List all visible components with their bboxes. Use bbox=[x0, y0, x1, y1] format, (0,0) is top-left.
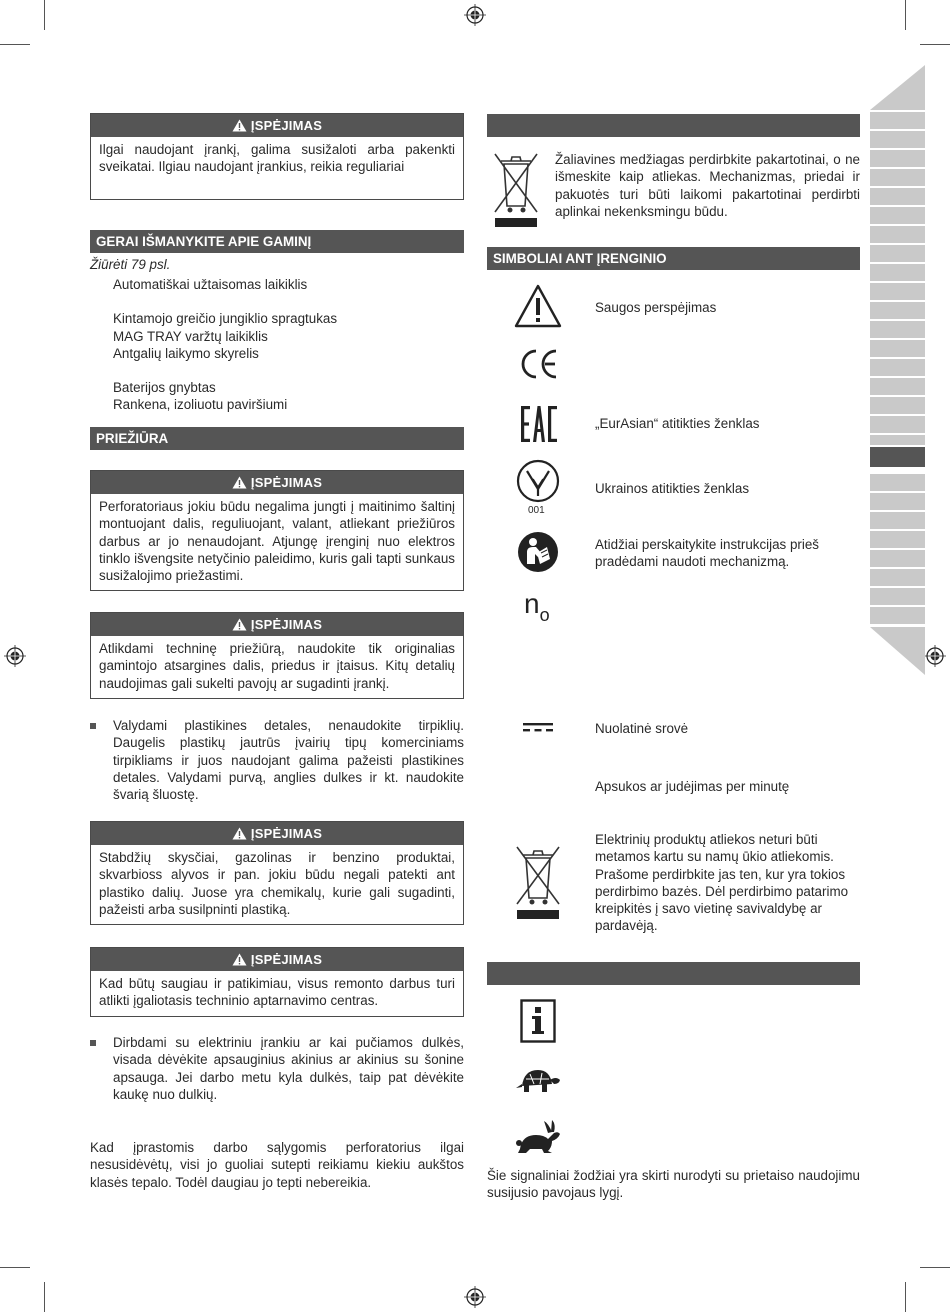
warning-triangle-icon bbox=[232, 119, 247, 132]
warning-header bbox=[91, 948, 463, 971]
warning-header bbox=[91, 613, 463, 636]
warning-header bbox=[91, 471, 463, 494]
section-header-symbols: SIMBOLIAI ANT ĮRENGINIO bbox=[487, 247, 860, 270]
warning-triangle-icon bbox=[232, 618, 247, 631]
warning-header bbox=[91, 114, 463, 137]
section-header-know-product: GERAI IŠMANYKITE APIE GAMINĮ bbox=[90, 230, 464, 253]
registration-mark-icon bbox=[464, 1286, 486, 1308]
crop-mark bbox=[905, 1282, 906, 1312]
crop-mark bbox=[905, 0, 906, 30]
bullet-item bbox=[90, 717, 464, 803]
signal-words-text: Šie signaliniai žodžiai yra skirti nurodyti su prietaiso naudojimu susijusio pavojaus lygį. bbox=[487, 1168, 860, 1201]
list-item: Baterijos gnybtas bbox=[113, 380, 216, 396]
rabbit-icon bbox=[514, 1119, 562, 1157]
crop-mark bbox=[44, 1282, 45, 1312]
read-manual-icon bbox=[517, 531, 559, 573]
eac-mark-icon bbox=[520, 405, 558, 443]
safety-alert-icon bbox=[514, 284, 562, 328]
language-tab-strip bbox=[870, 65, 925, 675]
list-item: MAG TRAY varžtų laikiklis bbox=[113, 328, 268, 344]
ce-mark-icon bbox=[518, 348, 560, 380]
symbol-description: Elektrinių produktų atliekos neturi būti metamos kartu su namų ūkio atliekomis. Prašome perdirbkite jas ten, kur yra tokios perdirbimo bazės. Dėl perdirbimo patarimo kreipkitės į savo vietinę savivaldybę ar pardavėją. bbox=[595, 832, 849, 934]
warning-header bbox=[91, 822, 463, 845]
warning-box bbox=[90, 612, 464, 699]
warning-text: Ilgai naudojant įrankį, galima susižaloti arba pakenkti sveikatai. Ilgiau naudojant įrankius, reikia reguliariai bbox=[99, 142, 455, 175]
product-feature-list bbox=[113, 276, 453, 414]
weee-bin-icon bbox=[512, 844, 564, 922]
warning-triangle-icon bbox=[232, 953, 247, 966]
crop-mark bbox=[920, 1267, 950, 1268]
symbol-description: Ukrainos atitikties ženklas bbox=[595, 481, 750, 496]
recycle-text: Žaliavines medžiagas perdirbkite pakartotinai, o ne išmeskite kaip atliekas. Mechanizmas, priedai ir pakuotės turi būti laikomi pakartotinai perdirbti aplinkai nekenksmingu būdu. bbox=[555, 152, 860, 219]
warning-box bbox=[90, 113, 464, 200]
list-item: Kintamojo greičio jungiklio spragtukas bbox=[113, 311, 338, 327]
page-reference: Žiūrėti 79 psl. bbox=[90, 257, 171, 272]
bullet-item bbox=[90, 1034, 464, 1103]
warning-label: ĮSPĖJIMAS bbox=[250, 952, 323, 967]
warning-label: ĮSPĖJIMAS bbox=[250, 826, 323, 841]
registration-mark-icon bbox=[924, 645, 946, 667]
warning-triangle-icon bbox=[232, 827, 247, 840]
warning-box bbox=[90, 947, 464, 1017]
bullet-square-icon bbox=[90, 1040, 96, 1046]
symbol-description: „EurAsian“ atitikties ženklas bbox=[595, 416, 760, 431]
warning-triangle-icon bbox=[232, 476, 247, 489]
crop-mark bbox=[0, 1267, 30, 1268]
warning-text: Atlikdami techninę priežiūrą, naudokite tik originalias gamintojo atsargines dalis, priedus ir įtaisus. Kitų detalių naudojimas gali sukelti pavojų ar sugadinti įrankį. bbox=[99, 641, 455, 691]
ukraine-mark-number: 001 bbox=[528, 505, 545, 516]
no-load-speed-icon bbox=[524, 588, 550, 631]
lubrication-paragraph: Kad įprastomis darbo sąlygomis perforatorius ilgai nesusidėvėtų, visi jo guoliai sutepti reikiamu kiekiu aukštos klasės tepalo. Todėl daugiau jo tepti nebereikia. bbox=[90, 1140, 464, 1190]
warning-label: ĮSPĖJIMAS bbox=[250, 617, 323, 632]
list-item: Rankena, izoliuotu paviršiumi bbox=[113, 397, 288, 413]
section-header-blank bbox=[487, 114, 860, 137]
speed-glyph: n bbox=[524, 588, 540, 619]
symbol-description: Saugos perspėjimas bbox=[595, 300, 717, 315]
bullet-text: Dirbdami su elektriniu įrankiu ar kai pučiamos dulkės, visada dėvėkite apsauginius akinius ar akinius su šonine apsauga. Jei darbo metu kyla dulkės, taip pat dėvėkite kaukę nuo dulkių. bbox=[113, 1035, 464, 1102]
warning-text: Kad būtų saugiau ir patikimiau, visus remonto darbus turi atlikti įgaliotasis techninio aptarnavimo centras. bbox=[99, 976, 455, 1009]
crop-mark bbox=[44, 0, 45, 30]
registration-mark-icon bbox=[464, 4, 486, 26]
registration-mark-icon bbox=[4, 645, 26, 667]
list-item: Antgalių laikymo skyrelis bbox=[113, 345, 259, 361]
crop-mark bbox=[920, 44, 950, 45]
symbol-description: Atidžiai perskaitykite instrukcijas prieš pradėdami naudoti mechanizmą. bbox=[595, 537, 819, 570]
speed-glyph-subscript: o bbox=[539, 605, 550, 625]
ukraine-mark-icon bbox=[516, 459, 560, 503]
warning-box bbox=[90, 821, 464, 925]
info-icon bbox=[520, 999, 556, 1043]
warning-box bbox=[90, 470, 464, 591]
warning-text: Perforatoriaus jokiu būdu negalima jungti į maitinimo šaltinį montuojant dalis, reguliuojant, valant, atliekant priežiūros darbus ar jo nenaudojant. Atjungę įrenginį nuo elektros tinklo išvengsite netyčinio paleidimo, kuris gali tapti sunkaus susižalojimo priežastimi. bbox=[99, 499, 455, 584]
bullet-square-icon bbox=[90, 723, 96, 729]
warning-text: Stabdžių skysčiai, gazolinas ir benzino produktai, skvarbioss alyvos ir pan. jokiu būdu negali patekti ant plastiko dalių. Juose yra chemikalų, kurie gali sugadinti, pažeisti arba susilpninti plastiką. bbox=[99, 850, 455, 917]
list-item: Automatiškai užtaisomas laikiklis bbox=[113, 277, 308, 292]
section-header-blank bbox=[487, 962, 860, 985]
section-header-maintenance: PRIEŽIŪRA bbox=[90, 427, 464, 450]
warning-label: ĮSPĖJIMAS bbox=[250, 118, 323, 133]
recycle-bin-icon bbox=[490, 150, 542, 230]
direct-current-icon bbox=[523, 722, 553, 734]
crop-mark bbox=[0, 44, 30, 45]
bullet-text: Valydami plastikines detales, nenaudokite tirpiklių. Daugelis plastikų jautrūs įvairių tipų komerciniams tirpikliams ir juos naudojant galima pažeisti plastikines detales. Valydami purvą, anglies dulkes ir kt. naudokite švarią šluostę. bbox=[113, 718, 464, 803]
turtle-icon bbox=[514, 1066, 562, 1094]
warning-label: ĮSPĖJIMAS bbox=[250, 475, 323, 490]
symbol-description: Nuolatinė srovė bbox=[595, 721, 689, 736]
symbol-description: Apsukos ar judėjimas per minutę bbox=[595, 779, 790, 794]
